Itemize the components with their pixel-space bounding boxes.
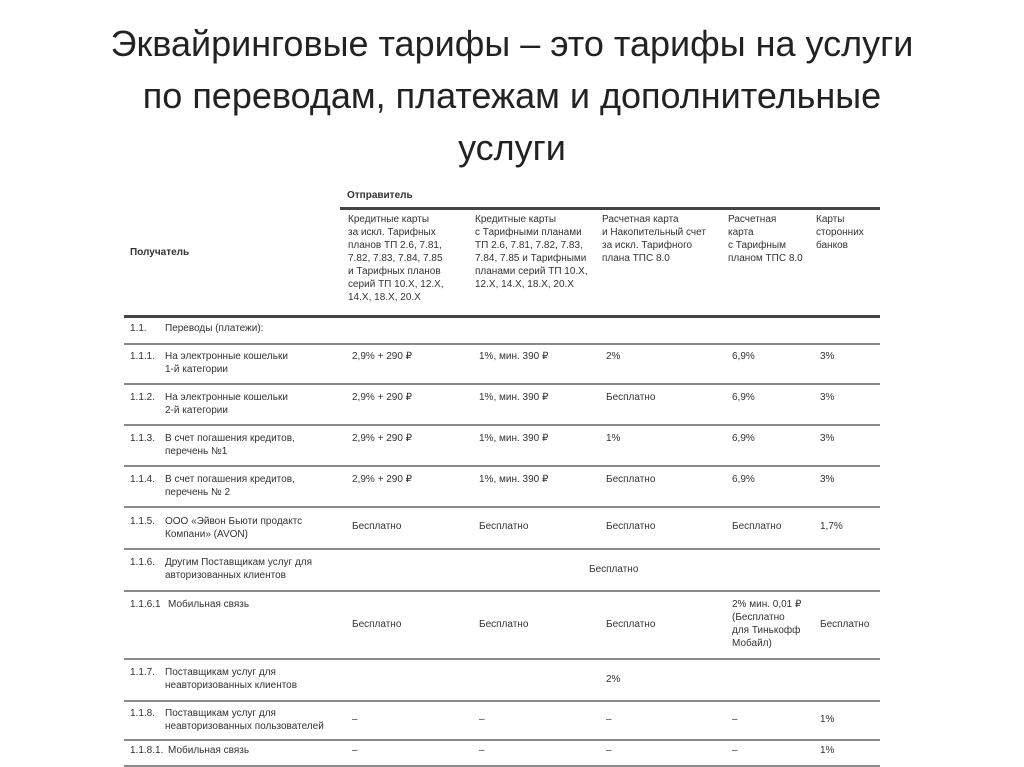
row-divider	[124, 383, 880, 385]
column-header-line: ТП 2.6, 7.81, 7.82, 7.83,	[475, 240, 583, 251]
cell-value: 2,9% + 290 ₽	[352, 474, 413, 485]
recipient-header: Получатель	[130, 247, 190, 258]
row-label: неавторизованных пользователей	[165, 721, 324, 732]
cell-value: Бесплатно	[606, 619, 656, 630]
row-number: 1.1.2.	[130, 392, 156, 403]
cell-value: –	[606, 714, 612, 725]
row-label: 1-й категории	[165, 364, 228, 375]
cell-value: –	[606, 745, 612, 756]
cell-value: 1%	[820, 745, 835, 756]
row-label: авторизованных клиентов	[165, 570, 286, 581]
cell-value: 1%	[820, 714, 835, 725]
cell-value: 3%	[820, 351, 835, 362]
column-header-line: банков	[816, 240, 848, 251]
column-header-line: Кредитные карты	[475, 214, 557, 225]
divider	[340, 207, 880, 210]
row-divider	[124, 590, 880, 592]
row-label: В счет погашения кредитов,	[165, 433, 295, 444]
sender-header: Отправитель	[347, 190, 413, 201]
cell-value: –	[479, 714, 485, 725]
cell-value: 3%	[820, 392, 835, 403]
cell-value: 2%	[606, 351, 621, 362]
cell-value: –	[732, 745, 738, 756]
cell-value: 2,9% + 290 ₽	[352, 392, 413, 403]
column-header-line: карта	[728, 227, 754, 238]
row-number: 1.1.8.	[130, 708, 156, 719]
column-header-line: с Тарифным	[728, 240, 786, 251]
row-divider	[124, 343, 880, 345]
row-label: неавторизованных клиентов	[165, 680, 298, 691]
cell-value: –	[479, 745, 485, 756]
row-label: перечень № 2	[165, 487, 231, 498]
row-label: Переводы (платежи):	[165, 323, 264, 334]
column-header-line: планов ТП 2.6, 7.81,	[348, 240, 442, 251]
cell-value: Бесплатно	[606, 521, 656, 532]
row-number: 1.1.6.	[130, 557, 156, 568]
row-divider	[124, 700, 880, 702]
merged-value: Бесплатно	[589, 564, 639, 575]
row-label: Мобильная связь	[168, 745, 250, 756]
column-header-line: планом ТПС 8.0	[728, 253, 803, 264]
row-number: 1.1.7.	[130, 667, 156, 678]
cell-value: 6,9%	[732, 351, 755, 362]
row-label: Мобильная связь	[168, 599, 250, 610]
cell-value: 1%, мин. 390 ₽	[479, 433, 549, 444]
row-label: Другим Поставщикам услуг для	[165, 557, 313, 568]
cell-value: 6,9%	[732, 433, 755, 444]
column-header-line: 12.X, 14.X, 18.X, 20.X	[475, 279, 574, 290]
row-label: Поставщикам услуг для	[165, 667, 276, 678]
column-header-line: за искл. Тарифного	[602, 240, 693, 251]
row-number: 1.1.8.1.	[130, 745, 164, 756]
row-divider	[124, 658, 880, 660]
row-divider	[124, 424, 880, 426]
row-label: 2-й категории	[165, 405, 228, 416]
slide-title	[0, 18, 1024, 174]
column-header-line: Кредитные карты	[348, 214, 430, 225]
row-label: На электронные кошельки	[165, 351, 288, 362]
row-number: 1.1.1.	[130, 351, 156, 362]
column-header-line: Расчетная	[728, 214, 777, 225]
cell-value: Бесплатно	[732, 521, 782, 532]
column-header-line: с Тарифными планами	[475, 227, 582, 238]
row-label: Поставщикам услуг для	[165, 708, 276, 719]
column-header-line: 14.X, 18.X, 20.X	[348, 292, 421, 303]
column-header-line: и Тарифных планов	[348, 266, 441, 277]
title-line: по переводам, платежам и дополнительные	[142, 75, 882, 116]
cell-value: Бесплатно	[820, 619, 870, 630]
row-number: 1.1.	[130, 323, 147, 334]
cell-value: 1%, мин. 390 ₽	[479, 474, 549, 485]
column-header-line: планами серий ТП 10.X,	[475, 266, 588, 277]
column-header-line: Расчетная карта	[602, 214, 679, 225]
cell-value: 1%, мин. 390 ₽	[479, 392, 549, 403]
row-divider	[124, 548, 880, 550]
cell-value: 3%	[820, 433, 835, 444]
row-divider	[124, 739, 880, 741]
cell-value: Бесплатно	[479, 619, 529, 630]
cell-value: 6,9%	[732, 474, 755, 485]
cell-value: Бесплатно	[606, 392, 656, 403]
row-divider	[124, 465, 880, 467]
cell-value: 6,9%	[732, 392, 755, 403]
row-label: ООО «Эйвон Бьюти продактс	[165, 516, 303, 527]
row-label: Компани» (AVON)	[165, 529, 248, 540]
column-header-line: сторонних	[816, 227, 864, 238]
cell-value: 2,9% + 290 ₽	[352, 433, 413, 444]
row-label: перечень №1	[165, 446, 228, 457]
column-header-line: и Накопительный счет	[602, 227, 706, 238]
cell-value: 1,7%	[820, 521, 843, 532]
merged-value: 2%	[606, 674, 621, 685]
cell-value-line: (Бесплатно	[732, 612, 785, 623]
cell-value: 1%	[606, 433, 621, 444]
cell-value: 3%	[820, 474, 835, 485]
cell-value: –	[732, 714, 738, 725]
cell-value: Бесплатно	[606, 474, 656, 485]
cell-value: –	[352, 714, 358, 725]
row-number: 1.1.6.1	[130, 599, 161, 610]
row-number: 1.1.4.	[130, 474, 156, 485]
cell-value: Бесплатно	[352, 619, 402, 630]
column-header-line: плана ТПС 8.0	[602, 253, 670, 264]
cell-value-line: 2% мин. 0,01 ₽	[732, 599, 802, 610]
cell-value-line: Мобайл)	[732, 638, 772, 649]
cell-value: 1%, мин. 390 ₽	[479, 351, 549, 362]
cell-value-line: для Тинькофф	[732, 625, 801, 636]
row-number: 1.1.5.	[130, 516, 156, 527]
column-header-line: серий ТП 10.X, 12.X,	[348, 279, 444, 290]
cell-value: Бесплатно	[352, 521, 402, 532]
cell-value: 2,9% + 290 ₽	[352, 351, 413, 362]
cell-value: –	[352, 745, 358, 756]
row-label: На электронные кошельки	[165, 392, 288, 403]
column-header-line: за искл. Тарифных	[348, 227, 436, 238]
divider	[124, 315, 880, 318]
row-divider	[124, 506, 880, 508]
column-header-line: 7.82, 7.83, 7.84, 7.85	[348, 253, 443, 264]
row-label: В счет погашения кредитов,	[165, 474, 295, 485]
cell-value: Бесплатно	[479, 521, 529, 532]
column-header-line: Карты	[816, 214, 845, 225]
row-number: 1.1.3.	[130, 433, 156, 444]
column-header-line: 7.84, 7.85 и Тарифными	[475, 253, 587, 264]
title-line: услуги	[458, 127, 566, 168]
title-line: Эквайринговые тарифы – это тарифы на услуги	[110, 23, 914, 64]
